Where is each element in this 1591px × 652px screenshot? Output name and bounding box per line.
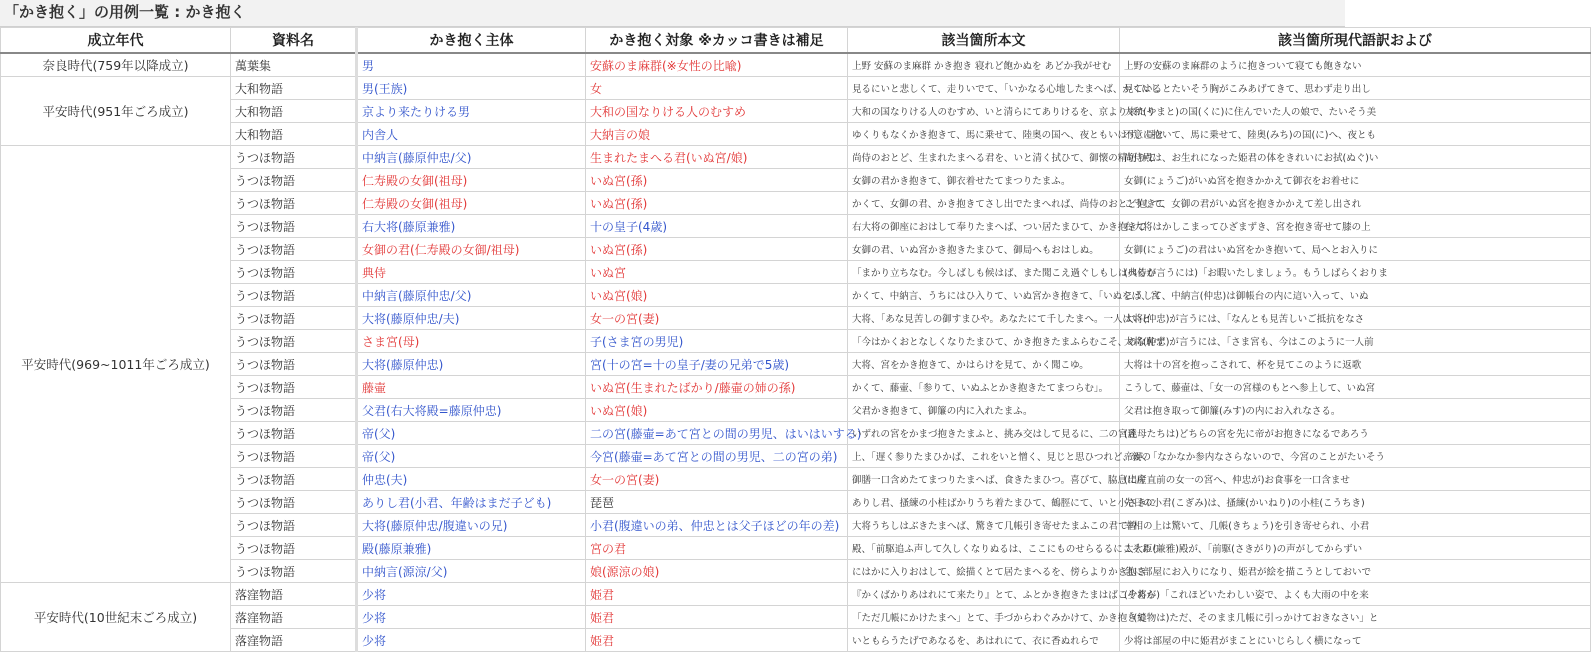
translation-cell[interactable]: 大将(仲忠)が言うには、「なんとも見苦しいご抵抗をなさ [1120, 307, 1591, 330]
source-cell[interactable]: 落窪物語 [231, 606, 357, 629]
original-text-cell[interactable]: 尚侍のおとど、生まれたまへる君を、いと清く拭ひて、御懐の精切りて [848, 146, 1120, 169]
subject-cell[interactable]: 男 [357, 53, 586, 77]
source-cell[interactable]: 大和物語 [231, 100, 357, 123]
translation-cell[interactable]: 少将は部屋の中に姫君がまことにいじらしく横になって [1120, 629, 1591, 652]
source-cell[interactable]: 落窪物語 [231, 583, 357, 606]
source-cell[interactable]: うつほ物語 [231, 307, 357, 330]
source-cell[interactable]: 大和物語 [231, 77, 357, 100]
object-cell[interactable]: 今宮(藤壷=あて宮との間の男児、二の宮の弟) [586, 445, 848, 468]
table-row [1, 169, 1591, 192]
table-row [1, 77, 1591, 100]
column-header-text[interactable]: 該当箇所本文 [848, 28, 1120, 54]
subject-cell[interactable]: 少将 [357, 606, 586, 629]
source-cell[interactable]: うつほ物語 [231, 422, 357, 445]
table-row [1, 330, 1591, 353]
object-cell[interactable]: 宮(十の宮=十の皇子/妻の兄弟で5歳) [586, 353, 848, 376]
table-row [1, 468, 1591, 491]
source-cell[interactable]: うつほ物語 [231, 169, 357, 192]
translation-cell[interactable]: 女御(にょうご)がいぬ宮を抱きかかえて御衣をお着せに [1120, 169, 1591, 192]
subject-cell[interactable]: 仁寿殿の女御(祖母) [357, 169, 586, 192]
subject-cell[interactable]: 少将 [357, 583, 586, 606]
subject-cell[interactable]: 右大将(藤原兼雅) [357, 215, 586, 238]
original-text-cell[interactable]: 上野 安蘇のま麻群 かき抱き 寝れど飽かぬを あどか我がせむ [848, 53, 1120, 77]
table-row [1, 192, 1591, 215]
subject-cell[interactable]: 中納言(藤原仲忠/父) [357, 284, 586, 307]
source-cell[interactable]: うつほ物語 [231, 560, 357, 583]
object-cell[interactable]: いぬ宮(孫) [586, 169, 848, 192]
subject-cell[interactable]: 大将(藤原仲忠/腹違いの兄) [357, 514, 586, 537]
translation-cell[interactable]: 太大臣(兼雅)殿が、「前駆(さきがり)の声がしてからずい [1120, 537, 1591, 560]
usage-table [0, 27, 1591, 652]
original-text-cell[interactable]: 大将うちしはぶきたまへば、驚きて几帳引き寄せたまふこの君て曾 [848, 514, 1120, 537]
subject-cell[interactable]: 典侍 [357, 261, 586, 284]
object-cell[interactable]: 姫君 [586, 629, 848, 652]
subject-cell[interactable]: 藤壷 [357, 376, 586, 399]
object-cell[interactable]: いぬ宮(孫) [586, 238, 848, 261]
object-cell[interactable]: いぬ宮(生まれたばかり/藤壷の姉の孫) [586, 376, 848, 399]
object-cell[interactable]: 小君(腹違いの弟、仲忠とは父子ほどの年の差) [586, 514, 848, 537]
table-row [1, 491, 1591, 514]
object-cell[interactable]: 大納言の娘 [586, 123, 848, 146]
table-header-row [1, 28, 1591, 54]
original-text-cell[interactable]: かくて、中納言、うちにはひ入りて、いぬ宮かき抱きて、「いぬをば、宮 [848, 284, 1120, 307]
object-cell[interactable]: いぬ宮(孫) [586, 192, 848, 215]
subject-cell[interactable]: 京より来たりける男 [357, 100, 586, 123]
source-cell[interactable]: 大和物語 [231, 123, 357, 146]
table-row [1, 514, 1591, 537]
source-cell[interactable]: うつほ物語 [231, 514, 357, 537]
subject-cell[interactable]: 少将 [357, 629, 586, 652]
subject-cell[interactable]: 父君(右大将殿=藤原仲忠) [357, 399, 586, 422]
translation-cell[interactable]: 大和(やまと)の国(くに)に住んでいた人の娘で、たいそう美 [1120, 100, 1591, 123]
table-row [1, 146, 1591, 169]
table-row [1, 537, 1591, 560]
subject-cell[interactable]: ありし君(小君、年齢はまだ子ども) [357, 491, 586, 514]
column-header-object[interactable]: かき抱く対象 ※カッコ書きは補足 [586, 28, 848, 54]
source-cell[interactable]: うつほ物語 [231, 399, 357, 422]
source-cell[interactable]: うつほ物語 [231, 445, 357, 468]
object-cell[interactable]: 姫君 [586, 606, 848, 629]
original-text-cell[interactable]: 女御の君かき抱きて、御衣着せたてまつりたまふ。 [848, 169, 1120, 192]
translation-cell[interactable]: こうして、女御の君がいぬ宮を抱きかかえて差し出され [1120, 192, 1591, 215]
subject-cell[interactable]: 仲忠(夫) [357, 468, 586, 491]
source-cell[interactable]: うつほ物語 [231, 146, 357, 169]
translation-cell[interactable]: 大将は十の宮を抱っこされて、杯を見てこのように返歌 [1120, 353, 1591, 376]
subject-cell[interactable]: 仁寿殿の女御(祖母) [357, 192, 586, 215]
original-text-cell[interactable]: 右大将の御座におはして奉りたまへば、つい居たまひて、かき抱きて [848, 215, 1120, 238]
table-row [1, 100, 1591, 123]
subject-cell[interactable]: 中納言(藤原仲忠/父) [357, 146, 586, 169]
usage-table-container[interactable] [0, 27, 1432, 652]
original-text-cell[interactable]: 御膳一口含めたてまつりたまへば、食きたまひつ。喜びて、脇息に房 [848, 468, 1120, 491]
object-cell[interactable]: 娘(源涼の娘) [586, 560, 848, 583]
translation-cell[interactable]: こうして、藤壷は、「女一の宮様のもとへ参上して、いぬ宮 [1120, 376, 1591, 399]
translation-cell[interactable]: こうして、中納言(仲忠)は御帳台の内に這い入って、いぬ [1120, 284, 1591, 307]
table-row [1, 307, 1591, 330]
column-header-translation[interactable]: 該当箇所現代語訳および [1120, 28, 1591, 54]
subject-cell[interactable]: 女御の君(仁寿殿の女御/祖母) [357, 238, 586, 261]
object-cell[interactable]: 女 [586, 77, 848, 100]
table-row [1, 123, 1591, 146]
object-cell[interactable]: 十の皇子(4歳) [586, 215, 848, 238]
era-cell[interactable]: 平安時代(951年ごろ成立) [1, 77, 231, 146]
object-cell[interactable]: 大和の国なりける人のむすめ [586, 100, 848, 123]
translation-cell[interactable]: 上野の安蘇のま麻群のように抱きついて寝ても飽きない [1120, 53, 1591, 77]
subject-cell[interactable]: さま宮(母) [357, 330, 586, 353]
translation-cell[interactable]: 急に部屋にお入りになり、姫君が絵を描こうとしておいで [1120, 560, 1591, 583]
original-text-cell[interactable]: かくて、藤壷、「参りて、いぬふとかき抱きたてまつらむ」。 [848, 376, 1120, 399]
table-body [1, 53, 1591, 652]
source-cell[interactable]: うつほ物語 [231, 192, 357, 215]
subject-cell[interactable]: 大将(藤原仲忠/夫) [357, 307, 586, 330]
object-cell[interactable]: 生まれたまへる君(いぬ宮/娘) [586, 146, 848, 169]
translation-cell[interactable]: 不意に抱いて、馬に乗せて、陸奥(みち)の国(に)へ、夜とも [1120, 123, 1591, 146]
subject-cell[interactable]: 帝(父) [357, 422, 586, 445]
object-cell[interactable]: 女一の宮(妻) [586, 307, 848, 330]
page-title: 「かき抱く」の用例一覧 : かき抱く [0, 0, 1345, 27]
era-cell[interactable]: 奈良時代(759年以降成立) [1, 53, 231, 77]
object-cell[interactable]: 宮の君 [586, 537, 848, 560]
original-text-cell[interactable]: 女御の君、いぬ宮かき抱きたまひて、御局へもおはしぬ。 [848, 238, 1120, 261]
source-cell[interactable]: うつほ物語 [231, 491, 357, 514]
original-text-cell[interactable]: いずれの宮をかまづ抱きたまふと、挑み交はして見るに、二の宮達 [848, 422, 1120, 445]
subject-cell[interactable]: 男(王族) [357, 77, 586, 100]
table-row [1, 583, 1591, 606]
original-text-cell[interactable]: 大和の国なりける人のむすめ、いと清らにてありけるを、京より来たり [848, 100, 1120, 123]
table-row [1, 376, 1591, 399]
translation-cell[interactable]: 宰相の上は驚いて、几帳(きちょう)を引き寄せられ、小君 [1120, 514, 1591, 537]
original-text-cell[interactable]: ありし君、搔練の小桂ばかりうち着たまひて、鶴脛にて、いと小さきに [848, 491, 1120, 514]
table-row [1, 606, 1591, 629]
source-cell[interactable]: うつほ物語 [231, 376, 357, 399]
object-cell[interactable]: 安蘇のま麻群(※女性の比喩) [586, 53, 848, 77]
translation-cell[interactable]: 「(縫物は)ただ、そのまま几帳に引っかけておきなさい」と [1120, 606, 1591, 629]
object-cell[interactable]: 琵琶 [586, 491, 848, 514]
table-row [1, 238, 1591, 261]
translation-cell[interactable]: 右大将はかしこまってひざまずき、宮を抱き寄せて膝の上 [1120, 215, 1591, 238]
subject-cell[interactable]: 内舎人 [357, 123, 586, 146]
translation-cell[interactable]: 父君は抱き取って御簾(みす)の内にお入れなさる。 [1120, 399, 1591, 422]
original-text-cell[interactable]: 「まかり立ちなむ。今しばしも候はば、また聞こえ過ぐしもしはべるむ [848, 261, 1120, 284]
source-cell[interactable]: 落窪物語 [231, 629, 357, 652]
translation-cell[interactable]: (少将が)「これほどいたわしい姿で、よくも大雨の中を来 [1120, 583, 1591, 606]
original-text-cell[interactable]: 父君かき抱きて、御簾の内に入れたまふ。 [848, 399, 1120, 422]
table-row [1, 215, 1591, 238]
source-cell[interactable]: うつほ物語 [231, 330, 357, 353]
translation-cell[interactable]: (典侍が言うには)「お暇いたしましょう。もうしばらくおりま [1120, 261, 1591, 284]
column-header-source[interactable]: 資料名 [231, 28, 357, 54]
object-cell[interactable]: 二の宮(藤壷=あて宮との間の男児、はいはいする) [586, 422, 848, 445]
original-text-cell[interactable]: 殿、「前駆追ふ声して久しくなりぬるは、ここにものせらるるにこそあり [848, 537, 1120, 560]
original-text-cell[interactable]: にはかに入りおはして、絵描くとて居たまへるを、傍らよりかき抱き [848, 560, 1120, 583]
subject-cell[interactable]: 殿(藤原兼雅) [357, 537, 586, 560]
translation-cell[interactable]: 帝が、「なかなか参内なさらないので、今宮のことがたいそう [1120, 445, 1591, 468]
original-text-cell[interactable]: 大将、宮をかき抱きて、かはらけを見て、かく聞こゆ。 [848, 353, 1120, 376]
subject-cell[interactable]: 大将(藤原仲忠) [357, 353, 586, 376]
table-row [1, 399, 1591, 422]
translation-cell[interactable]: (乳母たちは)どちらの宮を先に帝がお抱きになるであろう [1120, 422, 1591, 445]
translation-cell[interactable]: 女御(にょうご)の君はいぬ宮をかき抱いて、局へとお入りに [1120, 238, 1591, 261]
object-cell[interactable]: いぬ宮(娘) [586, 399, 848, 422]
original-text-cell[interactable]: 見るにいと悲しくて、走りいでて、「いかなる心地したまへば、かくはし [848, 77, 1120, 100]
source-cell[interactable]: うつほ物語 [231, 238, 357, 261]
subject-cell[interactable]: 中納言(源涼/父) [357, 560, 586, 583]
original-text-cell[interactable]: ゆくりもなくかき抱きて、馬に乗せて、陸奥の国へ、夜ともいはず、昼と [848, 123, 1120, 146]
source-cell[interactable]: うつほ物語 [231, 353, 357, 376]
original-text-cell[interactable]: 「今はかくおとなしくなりたまひて、かき抱きたまふらむこそ、あな恥ず [848, 330, 1120, 353]
era-cell[interactable]: 平安時代(10世紀末ごろ成立) [1, 583, 231, 652]
original-text-cell[interactable]: かくて、女御の君、かき抱きてさし出でたまへれば、尚侍のおとど抱きて [848, 192, 1120, 215]
original-text-cell[interactable]: 『かくばかりあはれにて来たり』とて、ふとかき抱きたまはばこそあら [848, 583, 1120, 606]
source-cell[interactable]: 萬葉集 [231, 53, 357, 77]
table-row [1, 560, 1591, 583]
table-row [1, 261, 1591, 284]
table-row [1, 53, 1591, 77]
column-header-subject[interactable]: かき抱く主体 [357, 28, 586, 54]
object-cell[interactable]: 子(さま宮の男児) [586, 330, 848, 353]
object-cell[interactable]: いぬ宮(娘) [586, 284, 848, 307]
table-row [1, 445, 1591, 468]
table-row [1, 422, 1591, 445]
original-text-cell[interactable]: 上、「遅く参りたまひかば、これをいと憎く、見じと思ひつれど、親の [848, 445, 1120, 468]
table-row [1, 629, 1591, 652]
translation-cell[interactable]: (出産直前の女一の宮へ、仲忠が)お食事を一口含ませ [1120, 468, 1591, 491]
source-cell[interactable]: うつほ物語 [231, 261, 357, 284]
object-cell[interactable]: いぬ宮 [586, 261, 848, 284]
subject-cell[interactable]: 帝(父) [357, 445, 586, 468]
era-cell[interactable]: 平安時代(969~1011年ごろ成立) [1, 146, 231, 583]
source-cell[interactable]: うつほ物語 [231, 215, 357, 238]
source-cell[interactable]: うつほ物語 [231, 468, 357, 491]
table-row [1, 353, 1591, 376]
object-cell[interactable]: 女一の宮(妻) [586, 468, 848, 491]
column-header-era[interactable]: 成立年代 [1, 28, 231, 54]
source-cell[interactable]: うつほ物語 [231, 537, 357, 560]
original-text-cell[interactable]: 大将、「あな見苦しの御すまひや。あなたにて千したまへ。一人はいと [848, 307, 1120, 330]
translation-cell[interactable]: 大将(仲忠)が言うには、「さま宮も、今はこのように一人前 [1120, 330, 1591, 353]
table-row [1, 284, 1591, 307]
source-cell[interactable]: うつほ物語 [231, 284, 357, 307]
object-cell[interactable]: 姫君 [586, 583, 848, 606]
translation-cell[interactable]: 尚侍殿は、お生れになった姫君の体をきれいにお拭(ぬぐ)い [1120, 146, 1591, 169]
translation-cell[interactable]: 先日の小君(こぎみ)は、搔練(かいねり)の小桂(こうちき) [1120, 491, 1591, 514]
translation-cell[interactable]: 見ているとたいそう胸がこみあげてきて、思わず走り出し [1120, 77, 1591, 100]
original-text-cell[interactable]: 「ただ几帳にかけたまへ」とて、手づからわぐみかけて、かき抱きて [848, 606, 1120, 629]
original-text-cell[interactable]: いともらうたげであなるを、あはれにて、衣に香ぬれらで [848, 629, 1120, 652]
